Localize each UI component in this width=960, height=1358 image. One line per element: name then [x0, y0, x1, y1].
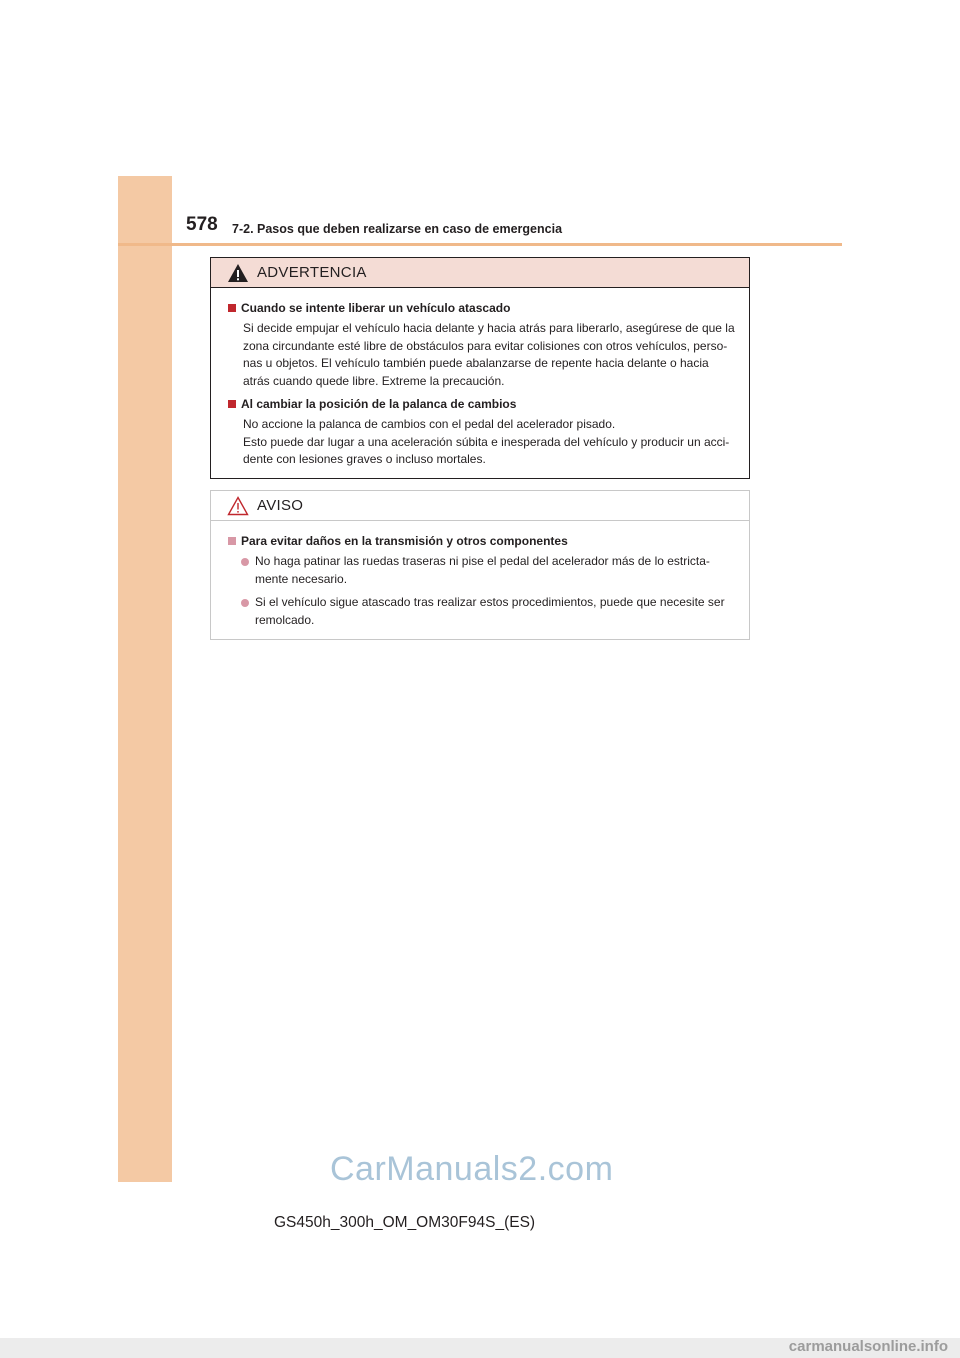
warning-item-heading: [227, 396, 739, 413]
warning-item-text: [227, 416, 739, 469]
text-line: remolcado.: [255, 612, 315, 627]
notice-bullet-text: [255, 553, 710, 588]
warning-triangle-icon: [227, 263, 249, 283]
warning-item-heading: [227, 300, 739, 317]
page-side-tab: [118, 176, 172, 1182]
text-line: mente necesario.: [255, 571, 348, 586]
bottom-watermark-text: carmanualsonline.info: [788, 1338, 948, 1355]
document-code: GS450h_300h_OM_OM30F94S_(ES): [274, 1214, 536, 1231]
text-line: No haga patinar las ruedas traseras ni pise el pedal del acelerador más de lo estricta-: [255, 554, 710, 568]
text-line: atrás cuando quede libre. Extreme la precaución.: [243, 373, 505, 388]
notice-bullet-text: [255, 594, 725, 629]
warning-box-title: ADVERTENCIA: [257, 264, 367, 281]
text-line: Si decide empujar el vehículo hacia delante y hacia atrás para liberarlo, asegúrese de que la: [243, 321, 735, 335]
warning-box-body: [211, 288, 749, 469]
square-bullet-icon: [228, 400, 236, 408]
circle-bullet-icon: [241, 558, 249, 566]
caution-triangle-icon: [227, 496, 249, 516]
notice-box-header: [211, 491, 749, 521]
text-line: Esto puede dar lugar a una aceleración súbita e inesperada del vehículo y producir un acci-: [243, 434, 730, 449]
header-divider: [118, 243, 842, 246]
notice-box: [210, 490, 750, 640]
warning-item-heading-text: Cuando se intente liberar un vehículo atascado: [241, 301, 511, 315]
warning-item-text: [227, 320, 739, 390]
text-line: No accione la palanca de cambios con el pedal del acelerador pisado.: [243, 417, 616, 431]
text-line: dente con lesiones graves o incluso mortales.: [243, 452, 486, 466]
text-line: nas u objetos. El vehículo también puede abalanzarse de repente hacia delante o hacia: [243, 356, 709, 370]
square-bullet-icon: [228, 304, 236, 312]
circle-bullet-icon: [241, 599, 249, 607]
warning-box: [210, 257, 750, 479]
notice-item-heading-text: Para evitar daños en la transmisión y otros componentes: [241, 534, 568, 548]
notice-box-body: [211, 521, 749, 629]
page-number: 578: [186, 214, 218, 235]
notice-item-heading: [227, 533, 739, 550]
warning-box-header: [211, 258, 749, 288]
square-bullet-icon: [228, 537, 236, 545]
text-line: zona circundante esté libre de obstáculos para evitar colisiones con otros vehículos, perso-: [243, 338, 728, 353]
notice-bullet: [227, 594, 739, 629]
watermark-logo: CarManuals2.com: [330, 1150, 614, 1188]
text-line: Si el vehículo sigue atascado tras realizar estos procedimientos, puede que necesite ser: [255, 595, 725, 609]
notice-bullet: [227, 553, 739, 588]
section-title: 7-2. Pasos que deben realizarse en caso de emergencia: [232, 222, 563, 236]
warning-item-heading-text: Al cambiar la posición de la palanca de cambios: [241, 397, 517, 411]
notice-box-title: AVISO: [257, 497, 304, 514]
